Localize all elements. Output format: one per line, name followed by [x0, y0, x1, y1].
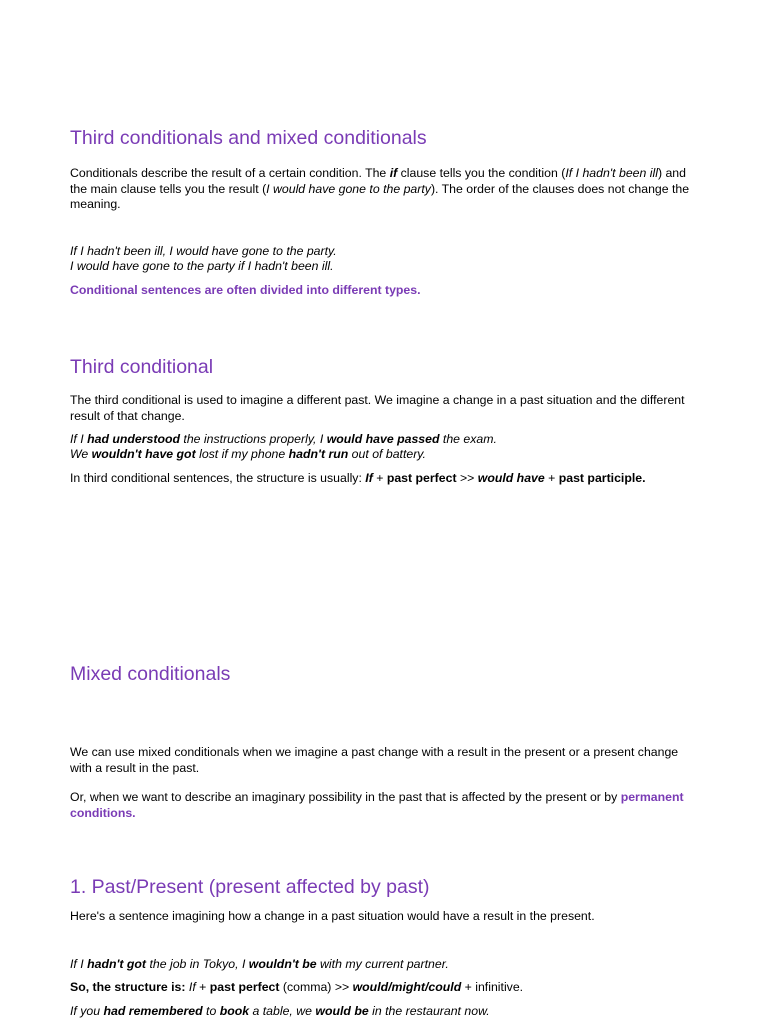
text-run: Or, when we want to describe an imaginary possibility in the past that is affected by the present or by — [70, 790, 621, 804]
text-run: out of battery. — [348, 447, 426, 461]
text-run: with my current partner. — [316, 957, 449, 971]
text-run: Conditionals describe the result of a certain condition. The — [70, 166, 390, 180]
text-run-bold: had remembered — [103, 1004, 203, 1018]
text-run: If you — [70, 1004, 104, 1018]
text-run: >> — [456, 471, 478, 485]
text-run: the job in Tokyo, I — [146, 957, 249, 971]
mixed-conditionals-description: We can use mixed conditionals when we imagine a past change with a result in the present or a present change with a result in the past. — [70, 745, 679, 775]
text-run: If I — [70, 432, 88, 446]
text-run: ) and the main clause tells you the result ( — [70, 166, 686, 196]
text-run-bold: book — [219, 1004, 250, 1018]
text-run-bold: past participle. — [558, 471, 646, 485]
past-present-example-1 — [70, 957, 690, 973]
text-run: + — [544, 471, 559, 485]
past-present-example-2 — [70, 1004, 690, 1020]
third-conditional-example-1 — [70, 432, 690, 448]
text-run: If I — [70, 957, 88, 971]
text-run-bold: hadn't run — [288, 447, 349, 461]
text-run-period: . — [132, 805, 136, 820]
text-run-bold: past perfect — [386, 471, 457, 485]
past-present-structure — [70, 980, 690, 996]
text-run: In third conditional sentences, the structure is usually: — [70, 471, 366, 485]
text-run: ). The order of the clauses does not change the meaning. — [70, 181, 690, 211]
text-run: to — [202, 1004, 220, 1018]
text-run-bold: would have passed — [326, 432, 440, 446]
text-run-bold: hadn't got — [87, 957, 147, 971]
text-run-italic: If — [188, 980, 196, 994]
text-run: the instructions properly, I — [180, 432, 327, 446]
text-run: a table, we — [249, 1004, 316, 1018]
text-run-condition-example: If I hadn't been ill — [565, 166, 658, 180]
heading-mixed-conditionals: Mixed conditionals — [70, 663, 231, 685]
text-run-bold: past perfect — [209, 980, 280, 994]
text-run: the exam. — [439, 432, 497, 446]
heading-third-conditional: Third conditional — [70, 356, 214, 378]
text-run: + — [372, 471, 387, 485]
third-conditional-description: The third conditional is used to imagine a different past. We imagine a change in a past situation and the different result of that change. — [70, 393, 685, 423]
heading-third-and-mixed-conditionals: Third conditionals and mixed conditionals — [70, 127, 427, 149]
text-run-bold: wouldn't be — [248, 957, 317, 971]
text-run: + — [195, 980, 210, 994]
text-run-bold-italic: If — [365, 471, 373, 485]
intro-paragraph — [70, 166, 690, 213]
heading-past-present: 1. Past/Present (present affected by past) — [70, 876, 430, 898]
text-run: lost if my phone — [195, 447, 289, 461]
conditional-types-note: Conditional sentences are often divided into different types. — [70, 283, 421, 297]
document-page — [70, 0, 690, 1024]
text-run: + infinitive. — [461, 980, 524, 994]
text-run: in the restaurant now. — [368, 1004, 490, 1018]
text-run-result-example: I would have gone to the party — [266, 181, 431, 196]
third-conditional-example-2 — [70, 447, 690, 463]
text-run-if: if — [389, 166, 398, 180]
text-run: (comma) >> — [279, 980, 353, 994]
text-run: clause tells you the condition ( — [397, 166, 566, 180]
intro-example-2: I would have gone to the party if I hadn't been ill. — [70, 259, 334, 273]
text-run-bold: wouldn't have got — [91, 447, 196, 461]
text-run-bold: would be — [315, 1004, 369, 1018]
permanent-conditions-label: permanent conditions — [70, 790, 684, 820]
intro-example-1: If I hadn't been ill, I would have gone to the party. — [70, 244, 337, 258]
past-present-description: Here's a sentence imagining how a change in a past situation would have a result in the present. — [70, 909, 595, 923]
third-conditional-structure — [70, 471, 690, 487]
text-run-bold: had understood — [87, 432, 180, 446]
text-run-bold: So, the structure is: — [70, 980, 186, 994]
mixed-conditionals-alternative — [70, 790, 690, 821]
text-run-bold-italic: would/might/could — [352, 980, 462, 994]
text-run: We — [70, 447, 92, 461]
text-run-bold-italic: would have — [477, 471, 545, 485]
